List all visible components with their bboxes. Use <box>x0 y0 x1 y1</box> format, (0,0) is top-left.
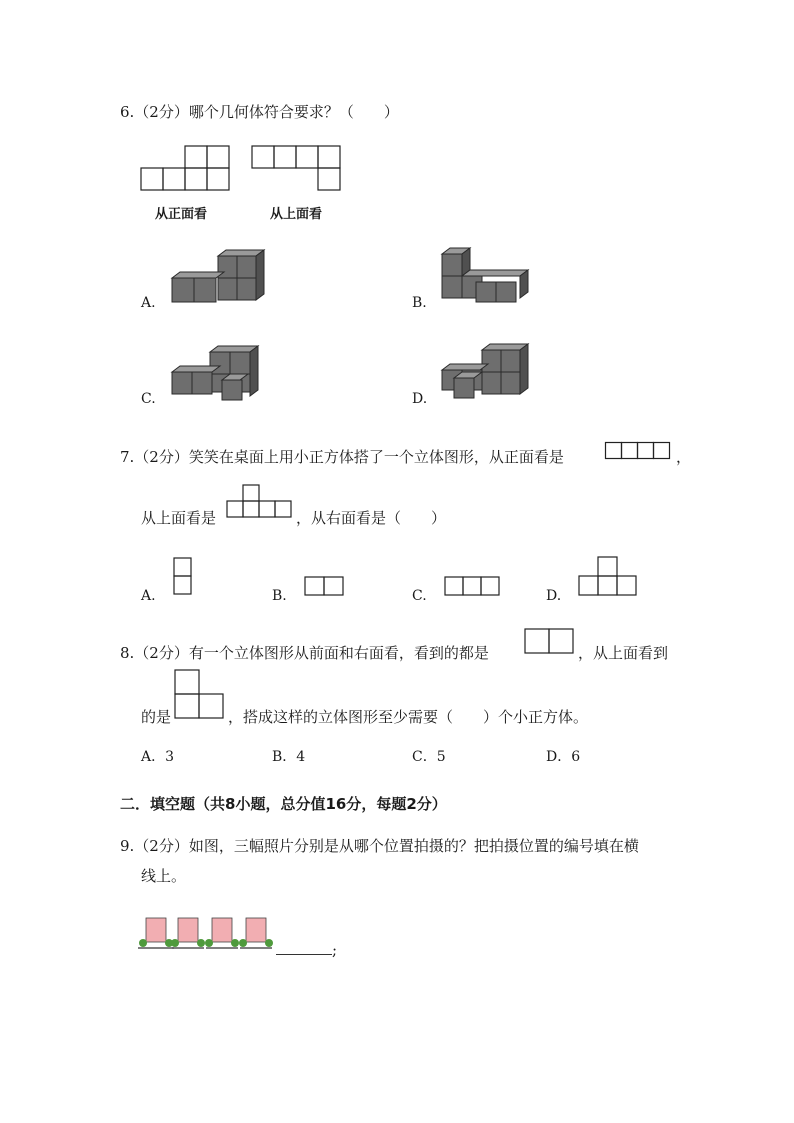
photo-2 <box>171 918 205 948</box>
q9-answer-blank[interactable] <box>276 940 332 955</box>
q7-option-d-figure[interactable] <box>578 556 638 598</box>
q6-top-view-figure <box>252 146 344 192</box>
q7-option-a-letter[interactable]: A. <box>141 588 156 604</box>
question-7-line2-end: ，从右面看是（ ） <box>296 509 447 527</box>
question-7-line2-start: 从上面看是 <box>141 509 217 527</box>
q8-option-b-letter: B． <box>272 749 297 765</box>
q7-option-b-letter[interactable]: B. <box>272 588 287 604</box>
q9-building-photos-figure <box>138 916 276 952</box>
section-2-title: 二．填空题（共8小题，总分值16分，每题2分） <box>120 795 447 813</box>
q8-option-a-value: 3 <box>165 749 175 765</box>
q8-option-c-value: 5 <box>436 749 446 765</box>
q6-option-d-cubes[interactable] <box>440 342 534 400</box>
q7-option-c-figure[interactable] <box>444 576 502 597</box>
question-7-line1: 7.（2分）笑笑在桌面上用小正方体搭了一个立体图形，从正面看是 <box>120 448 564 466</box>
q7-line1-comma: ， <box>676 448 692 466</box>
photo-1 <box>138 918 174 948</box>
q7-option-d-letter[interactable]: D. <box>546 588 562 604</box>
question-8-line1: 8.（2分）有一个立体图形从前面和右面看，看到的都是 <box>120 644 489 662</box>
q8-option-a[interactable] <box>141 748 174 766</box>
q6-front-view-figure <box>141 145 233 191</box>
q9-answer-semicolon: ; <box>332 941 338 959</box>
q7-option-c-letter[interactable]: C. <box>412 588 427 604</box>
question-6-text: 6.（2分）哪个几何体符合要求？（ ） <box>120 103 399 121</box>
q6-front-view-label: 从正面看 <box>155 207 208 222</box>
photo-4 <box>239 918 273 948</box>
question-9-line1: 9.（2分）如图，三幅照片分别是从哪个位置拍摄的？把拍摄位置的编号填在横 <box>120 837 639 855</box>
q9-answer-blank-row <box>276 940 337 960</box>
q8-option-b[interactable] <box>272 748 305 766</box>
question-8-line1-end: ，从上面看到 <box>578 644 669 662</box>
q6-option-b-cubes[interactable] <box>440 246 534 304</box>
q8-option-c-letter: C． <box>412 749 437 765</box>
q8-top-view-inline-figure <box>174 669 226 721</box>
q6-option-d-letter[interactable]: D. <box>412 391 428 407</box>
q6-option-b-letter[interactable]: B. <box>412 295 427 311</box>
q8-option-d-value: 6 <box>571 749 581 765</box>
q8-option-a-letter: A． <box>141 749 166 765</box>
q8-option-d[interactable] <box>546 748 580 766</box>
q6-option-c-cubes[interactable] <box>168 344 268 400</box>
q7-top-view-inline-figure <box>226 484 294 520</box>
question-8-line2-end: ，搭成这样的立体图形至少需要（ ）个小正方体。 <box>228 708 589 726</box>
q7-front-view-inline-figure <box>605 442 673 459</box>
q6-option-c-letter[interactable]: C. <box>141 391 156 407</box>
q7-option-a-figure[interactable] <box>173 557 193 597</box>
question-9-line2: 线上。 <box>141 867 187 885</box>
question-8-line2-start: 的是 <box>141 708 172 726</box>
q8-option-d-letter: D． <box>546 749 572 765</box>
q6-option-a-cubes[interactable] <box>168 248 268 304</box>
q6-top-view-label: 从上面看 <box>270 207 323 222</box>
q8-option-c[interactable] <box>412 748 446 766</box>
q8-option-b-value: 4 <box>296 749 306 765</box>
photo-3 <box>205 918 239 948</box>
q6-option-a-letter[interactable]: A. <box>141 295 156 311</box>
q8-front-view-inline-figure <box>524 628 576 656</box>
q7-option-b-figure[interactable] <box>304 576 346 597</box>
